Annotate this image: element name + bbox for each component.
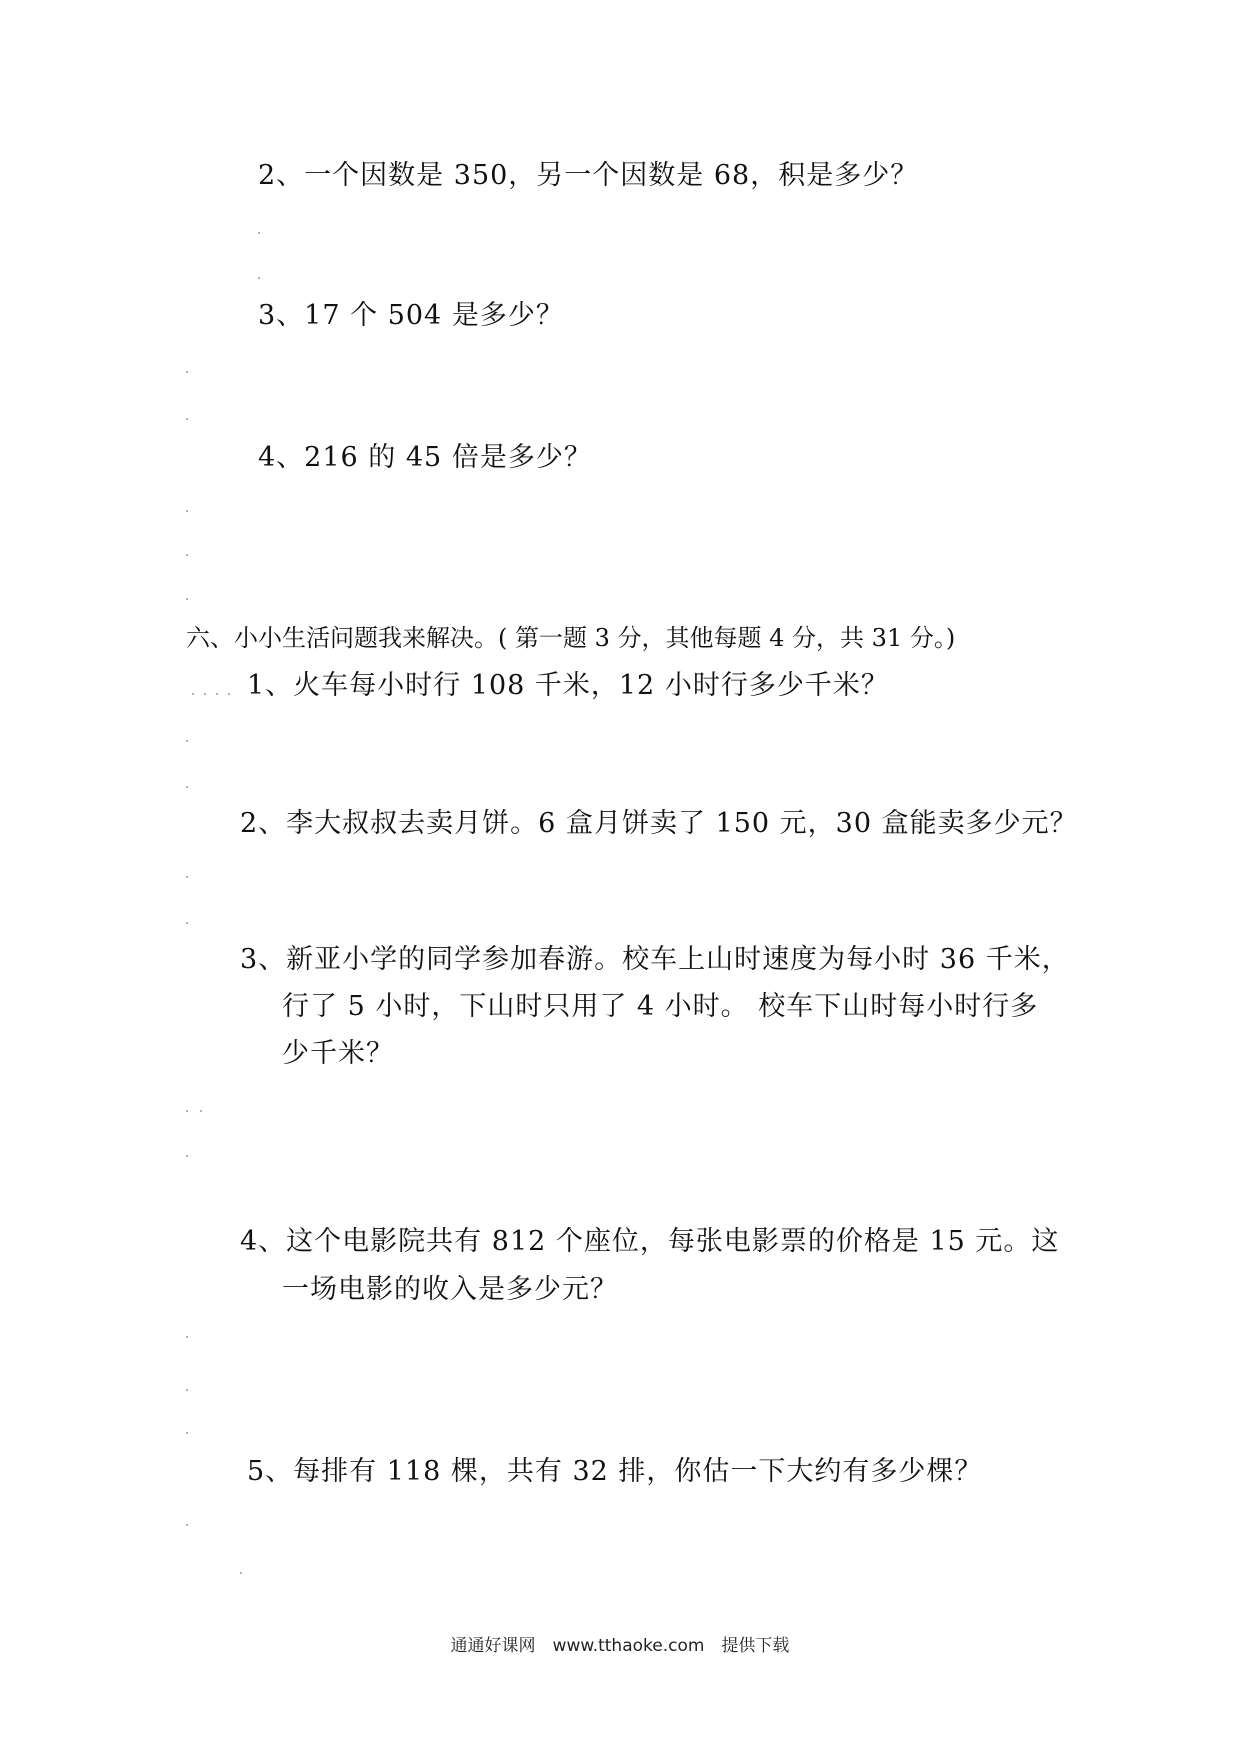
scan-dot bbox=[186, 922, 188, 924]
scan-dot bbox=[228, 693, 230, 695]
word-problem-5: 5、每排有 118 棵，共有 32 排，你估一下大约有多少棵？ bbox=[247, 1456, 983, 1487]
scan-dot bbox=[186, 1155, 188, 1157]
question-2-product: 2、一个因数是 350，另一个因数是 68，积是多少？ bbox=[258, 160, 919, 191]
scan-dot bbox=[258, 232, 260, 234]
scan-dot bbox=[186, 1389, 188, 1391]
word-problem-3-line-3: 少千米？ bbox=[282, 1038, 394, 1069]
word-problem-1: 1、火车每小时行 108 千米，12 小时行多少千米？ bbox=[247, 670, 889, 701]
scan-dot bbox=[186, 1432, 188, 1434]
scan-dot bbox=[258, 277, 260, 279]
scan-dot bbox=[204, 693, 206, 695]
scan-dot bbox=[186, 876, 188, 878]
scan-dot bbox=[186, 1110, 188, 1112]
scan-dot bbox=[200, 1110, 202, 1112]
scan-dot bbox=[186, 786, 188, 788]
scan-dot bbox=[186, 598, 188, 600]
scan-dot bbox=[216, 693, 218, 695]
word-problem-4-line-1: 4、这个电影院共有 812 个座位，每张电影票的价格是 15 元。这 bbox=[240, 1226, 1060, 1257]
word-problem-3-line-2: 行了 5 小时，下山时只用了 4 小时。 校车下山时每小时行多 bbox=[282, 991, 1039, 1022]
scan-dot bbox=[186, 510, 188, 512]
scan-dot bbox=[240, 1572, 242, 1574]
word-problem-3-line-1: 3、新亚小学的同学参加春游。校车上山时速度为每小时 36 千米， bbox=[240, 944, 1070, 975]
scan-dot bbox=[192, 693, 194, 695]
scan-dot bbox=[186, 1336, 188, 1338]
question-3-product: 3、17 个 504 是多少？ bbox=[258, 300, 564, 331]
scan-dot bbox=[186, 554, 188, 556]
footer-download-note: 通通好课网 www.tthaoke.com 提供下载 bbox=[450, 1636, 790, 1656]
section-6-heading: 六、小小生活问题我来解决。( 第一题 3 分，其他每题 4 分，共 31 分。) bbox=[186, 624, 956, 652]
scan-dot bbox=[186, 1524, 188, 1526]
scan-dot bbox=[186, 740, 188, 742]
question-4-multiple: 4、216 的 45 倍是多少？ bbox=[258, 442, 592, 473]
scan-dot bbox=[186, 418, 188, 420]
scan-dot bbox=[186, 371, 188, 373]
word-problem-2: 2、李大叔叔去卖月饼。6 盒月饼卖了 150 元，30 盒能卖多少元？ bbox=[240, 808, 1078, 839]
word-problem-4-line-2: 一场电影的收入是多少元？ bbox=[282, 1274, 618, 1305]
